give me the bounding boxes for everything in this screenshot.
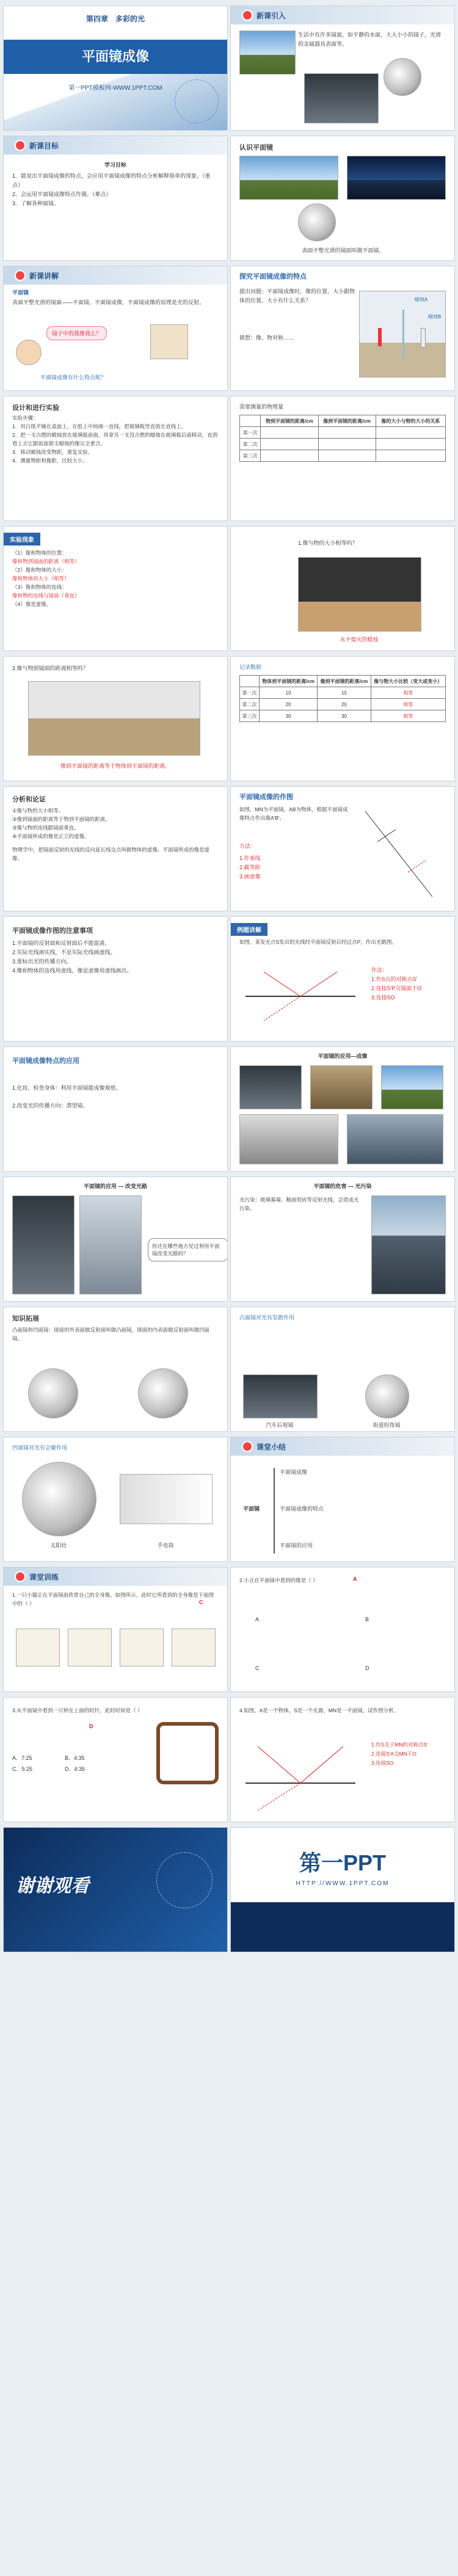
row-15 <box>0 1828 458 1952</box>
rearview-photo <box>243 1374 318 1418</box>
mirror-photo <box>298 203 336 241</box>
note-item: 4.像和物体的连线用虚线，像是虚像用虚线画出。 <box>12 968 133 974</box>
slide-change-path <box>4 1177 227 1301</box>
slide-goals <box>4 136 227 260</box>
option-label: D．4:35 <box>65 1766 85 1772</box>
slide-heading: 需要测量的物理量 <box>239 404 284 410</box>
slide-tag: 新课讲解 <box>29 272 59 280</box>
row-5 <box>0 527 458 651</box>
phenomenon-item: 像和物到镜面的距离（相等） <box>12 558 80 564</box>
table-cell: 第三次 <box>240 710 260 722</box>
row-4 <box>0 396 458 520</box>
question-text: 平面镜成像有什么特点呢？ <box>40 374 107 381</box>
conclusion-item: ③像与物的连线跟镜面垂直。 <box>12 825 79 831</box>
table-cell: 第一次 <box>240 687 260 699</box>
option-image <box>68 1629 112 1666</box>
phenomenon-item: （3）像和物体的连线： <box>12 584 67 590</box>
option-label: C <box>255 1665 260 1671</box>
slide-imaging <box>231 1047 454 1171</box>
analysis-text: 物理学中，把镜面反射的光线的反向延长线交点叫做物体的虚像。平面镜所成的像是虚像。 <box>12 847 210 861</box>
option-label: A <box>255 1616 260 1622</box>
page-title: 平面镜成像 <box>81 49 149 64</box>
candle-photo <box>298 557 421 632</box>
table-cell: 30 <box>259 710 317 722</box>
drawing-text: 如图，MN为平面镜，AB为物体，根据平面镜成像特点作出像A'B'。 <box>239 806 348 821</box>
caption: 街道拐角镜 <box>373 1422 401 1428</box>
slide-heading: 设计和进行实验 <box>12 404 59 412</box>
step-item: 3.连接SO <box>371 1760 394 1766</box>
step-item: 实验步骤： <box>12 415 38 421</box>
row-12 <box>0 1437 458 1561</box>
note-item: 3.要标出光的传播方向。 <box>12 958 72 965</box>
caption: 手电筒 <box>157 1542 174 1549</box>
slide-drawing <box>231 787 454 911</box>
slide-example <box>231 917 454 1041</box>
cartoon-icon <box>16 340 42 365</box>
goals-heading: 学习目标 <box>104 162 126 168</box>
row-7 <box>0 787 458 911</box>
exercise-diagram <box>239 1734 362 1814</box>
caption: 永不熄灭的蜡烛 <box>340 637 379 643</box>
site-label: 第一PPT模板网-WWW.1PPT.COM <box>68 85 162 92</box>
pollution-text: 光污染：玻璃幕墙、釉面瓷砖等反射光线，会造成光污染。 <box>239 1197 359 1211</box>
row-1 <box>0 6 458 130</box>
photo <box>239 1114 338 1164</box>
row-10 <box>0 1177 458 1301</box>
row-13 <box>0 1567 458 1691</box>
photo <box>239 1065 302 1109</box>
thanks-text: 谢谢观看 <box>16 1876 89 1896</box>
slide-pollution <box>231 1177 454 1301</box>
step-item: 2.连接S'A交MN于O <box>371 1751 416 1757</box>
row-14 <box>0 1698 458 1822</box>
step-item: 3.画虚像 <box>239 874 261 880</box>
slide-title-text: 平面镜成像的作图 <box>239 794 293 801</box>
brand-url: HTTP://WWW.1PPT.COM <box>296 1880 390 1887</box>
slide-application <box>4 1047 227 1171</box>
slide-intro <box>231 6 454 130</box>
method-label: 方法： <box>239 843 256 849</box>
slide-phenomena <box>4 527 227 651</box>
table-cell: 20 <box>318 699 371 710</box>
slide-analysis <box>4 787 227 911</box>
row-2 <box>0 136 458 260</box>
slide-heading: 分析和论证 <box>12 796 46 803</box>
step-item: 2.截等距 <box>239 864 261 870</box>
ruler-photo <box>28 681 200 756</box>
slide-exercise-1 <box>4 1567 227 1691</box>
caption: 像到平面镜的距离等于物体到平面镜的距离。 <box>60 763 170 769</box>
phenomenon-item: （2）像和物体的大小： <box>12 567 67 573</box>
col-header <box>240 676 260 687</box>
lake-photo <box>239 31 296 75</box>
dandelion-icon <box>156 1852 213 1908</box>
slide-title-text: 平面镜的危害 — 光污染 <box>313 1183 372 1189</box>
mirror-cartoon <box>150 324 188 359</box>
col-header: 像到平面镜的距离/cm <box>318 415 376 427</box>
answer-text: A <box>353 1576 357 1582</box>
reflection-photo <box>239 156 338 200</box>
row-label: 第三次 <box>240 450 261 462</box>
option-label: C．5:25 <box>12 1766 33 1772</box>
conclusion-item: ①像与物的大小相等。 <box>12 808 64 814</box>
question-text: 1.一只小猫正在平面镜前欣赏自己的全身像，如图所示，此时它所看到的全身像是下面图中的（ ） <box>12 1592 214 1607</box>
slide-tag: 新课目标 <box>29 142 59 150</box>
clock-icon <box>156 1722 219 1784</box>
phenomenon-item: （1）像和物体的位置： <box>12 550 67 556</box>
step-item: 3.连接SO <box>371 994 395 1001</box>
slide-title-text: 凸面镜对光有发散作用 <box>239 1315 295 1321</box>
concave-mirror-photo <box>138 1368 188 1418</box>
slide-tag: 实验现象 <box>4 533 40 545</box>
slide-record <box>231 657 454 781</box>
answer-text: C <box>199 1599 203 1605</box>
col-header: 物到平面镜的距离/cm <box>261 415 318 427</box>
speech-bubble: 镜子中的我像我么？ <box>46 326 107 340</box>
step-item: 1.作S点的对称点S' <box>371 976 418 982</box>
goal-item: 1．能说出平面镜成像的特点，会应用平面镜成像的特点分析解释简单的现象。（重点） <box>12 173 211 188</box>
slide-title-text: 探究平面镜成像的特点 <box>239 273 307 280</box>
mindmap-root: 平面镜 <box>243 1506 260 1512</box>
col-header: 像的大小与物的大小的关系 <box>376 415 445 427</box>
row-3 <box>0 266 458 390</box>
slide-concave <box>4 1437 227 1561</box>
slide-notes <box>4 917 227 1041</box>
convex-mirror-photo <box>28 1368 78 1418</box>
table-cell: 10 <box>259 687 317 699</box>
table-cell: 相等 <box>371 699 445 710</box>
slide-tag: 课堂小结 <box>256 1443 286 1451</box>
chapter-label: 第四章 多彩的光 <box>85 15 145 23</box>
slide-exercise-4 <box>231 1698 454 1822</box>
slide-extension <box>4 1307 227 1431</box>
speech-bubble: 你还在哪些地方见过利用平面镜改变光路的？ <box>148 1238 227 1261</box>
table-cell: 30 <box>318 710 371 722</box>
slide-distance-equal <box>4 657 227 781</box>
mindmap-branch: 平面镜成像的特点 <box>280 1506 324 1512</box>
row-11 <box>0 1307 458 1431</box>
row-label: 第二次 <box>240 439 261 450</box>
slide-explore <box>231 266 454 390</box>
application-item: 2.改变光的传播方向：潜望镜。 <box>12 1103 89 1109</box>
slide-thanks <box>4 1828 227 1952</box>
step-item: 4．测量物距和像距，比较大小。 <box>12 458 88 464</box>
note-item: 1.平面镜的反射面和反射面后不能混淆。 <box>12 940 111 946</box>
slide-experiment <box>4 396 227 520</box>
conclusion-item: ④平面镜所成的像是正立的虚像。 <box>12 833 90 839</box>
option-image <box>120 1629 164 1666</box>
table-cell: 相等 <box>371 710 445 722</box>
option-label: D <box>365 1665 369 1671</box>
slide-lecture <box>4 266 227 390</box>
photo <box>347 1114 443 1164</box>
candle-b-label: 蜡烛B <box>428 314 442 319</box>
measure-table <box>239 415 446 462</box>
question-text: 提出问题：平面镜成像时，像的位置、大小跟物体的位置、大小有什么关系？ <box>239 288 355 304</box>
phenomenon-item: （4）像是虚像。 <box>12 601 52 607</box>
slide-size-equal <box>231 527 454 651</box>
section-label: 平面镜 <box>12 290 29 296</box>
table-cell: 20 <box>259 699 317 710</box>
slide-title <box>4 6 227 130</box>
mindmap-branch: 平面镜成像 <box>280 1469 308 1475</box>
periscope-photo <box>12 1195 75 1294</box>
slide-tag: 新课引入 <box>256 12 286 20</box>
question-text: 2.像与物到镜面的距离相等吗？ <box>12 665 89 671</box>
table-cell: 10 <box>318 687 371 699</box>
step-item: 1．用白纸平铺在桌面上，在纸上中间画一直线，把玻璃板竖直放在直线上。 <box>12 423 187 429</box>
option-image <box>172 1629 216 1666</box>
slide-exercise-2 <box>231 1567 454 1691</box>
example-diagram <box>239 960 362 1033</box>
corner-mirror-photo <box>365 1374 409 1418</box>
note-item: 2.实际光线画实线，不是实际光线画虚线。 <box>12 949 116 955</box>
caption: 汽车后视镜 <box>266 1422 294 1428</box>
caption: 太阳灶 <box>50 1542 67 1549</box>
application-item: 1.化妆、检查身体：利用平面镜能成像观察。 <box>12 1085 122 1091</box>
extension-text: 凸面镜和凹面镜：球面的外表面做反射面叫做凸面镜，球面的内表面做反射面叫做凹面镜。 <box>12 1327 210 1341</box>
slide-title-text: 平面镜的应用—成像 <box>318 1053 368 1059</box>
slide-tag: 例题讲解 <box>231 923 267 936</box>
caption: 表面平整光滑的镜面叫做平面镜。 <box>302 247 385 254</box>
mindmap-branch: 平面镜的应用 <box>280 1542 313 1549</box>
slide-title-text: 认识平面镜 <box>239 144 273 151</box>
photo <box>79 1195 142 1294</box>
phenomenon-item: 像和物体的大小（相等） <box>12 575 70 582</box>
step-item: 3．移动蜡烛改变物距，重复实验。 <box>12 449 93 455</box>
brand-logo: 第一PPT <box>299 1850 386 1875</box>
row-8 <box>0 917 458 1041</box>
record-table <box>239 675 446 722</box>
slide-exercise-3 <box>4 1698 227 1822</box>
question-text: 1.像与物的大小相等吗？ <box>298 540 358 546</box>
slide-summary <box>231 1437 454 1561</box>
row-9 <box>0 1047 458 1171</box>
answer-label: 作法： <box>371 967 388 973</box>
phenomenon-item: 像和物的连线与镜面（垂直） <box>12 593 80 599</box>
question-text: 3.从平面镜中看到一只钟在上面的时针，此时时间是（ ） <box>12 1707 143 1713</box>
lecture-text: 表面平整光滑的镜面——平面镜。平面镜成像，平面镜成像的原理是光的反射。 <box>12 299 205 305</box>
slide-measure <box>231 396 454 520</box>
table-cell: 第二次 <box>240 699 260 710</box>
col-header: 像与物大小比较（变大或变小） <box>371 676 445 687</box>
slide-know-mirror <box>231 136 454 260</box>
step-item: 2.连接S'P交镜面于O <box>371 985 422 991</box>
slide-title-text: 平面镜的应用 — 改变光路 <box>83 1183 147 1189</box>
option-image <box>16 1629 60 1666</box>
photo <box>310 1065 373 1109</box>
option-label: A．7:25 <box>12 1755 32 1761</box>
option-label: B <box>365 1616 369 1622</box>
metal-photo <box>304 73 379 123</box>
option-label: B．4:35 <box>65 1755 85 1761</box>
experiment-diagram <box>359 291 446 378</box>
drawing-diagram <box>353 805 445 903</box>
slide-ad <box>231 1828 454 1952</box>
row-label: 第一次 <box>240 427 261 439</box>
col-header: 像到平面镜的距离/cm <box>318 676 371 687</box>
slide-title-text: 凹面镜对光有会聚作用 <box>12 1445 68 1451</box>
dandelion-icon <box>175 79 219 123</box>
slide-title-text: 平面镜成像特点的应用 <box>12 1057 79 1065</box>
photo <box>381 1065 443 1109</box>
solar-cooker-photo <box>22 1462 96 1536</box>
conclusion-item: ②像到镜面的距离等于物到平面镜的距离。 <box>12 816 111 822</box>
candle-a-label: 蜡烛A <box>415 297 428 302</box>
example-text: 如图，某发光点S发出的光线经平面镜反射后经过点P，作出光路图。 <box>239 939 397 945</box>
guess-text: 猜想：像、物对称…… <box>239 335 295 341</box>
table-cell: 相等 <box>371 687 445 699</box>
step-item: 1.作S关于MN的对称点S' <box>371 1742 428 1748</box>
answer-text: D <box>89 1723 93 1729</box>
slide-convex <box>231 1307 454 1431</box>
mirror-photo <box>383 58 421 96</box>
slide-heading: 知识拓展 <box>12 1315 39 1323</box>
goal-item: 2．会运用平面镜成像特点作图。（难点） <box>12 191 112 197</box>
glass-building-photo <box>371 1195 446 1294</box>
slide-tag: 课堂训练 <box>29 1573 59 1582</box>
question-text: 4.如图，A是一个物体，S是一个光源，MN是一平面镜，试作图分析。 <box>239 1707 399 1713</box>
goal-item: 3．了解各种面镜。 <box>12 200 60 206</box>
step-item: 2．把一支点燃的蜡烛放在玻璃板前面，再拿另一支没点燃的蜡烛在玻璃板后面移动，直到看上去它跟前面那支蜡烛的像完全重合。 <box>12 432 218 447</box>
slide-heading: 记录数据 <box>239 664 262 670</box>
row-6 <box>0 657 458 781</box>
step-item: 1.作垂线 <box>239 855 261 861</box>
flashlight-diagram <box>120 1474 213 1524</box>
night-reflection-photo <box>347 156 446 200</box>
intro-text: 生活中有许多镜面，如平静的水面，大大小小的镜子，光滑的金属器具表面等。 <box>298 32 442 47</box>
question-text: 2.小丑在平面镜中看到的像是（ ） <box>239 1577 318 1583</box>
slide-heading: 平面镜成像作图的注意事项 <box>12 927 93 935</box>
col-header: 物体到平面镜的距离/cm <box>259 676 317 687</box>
